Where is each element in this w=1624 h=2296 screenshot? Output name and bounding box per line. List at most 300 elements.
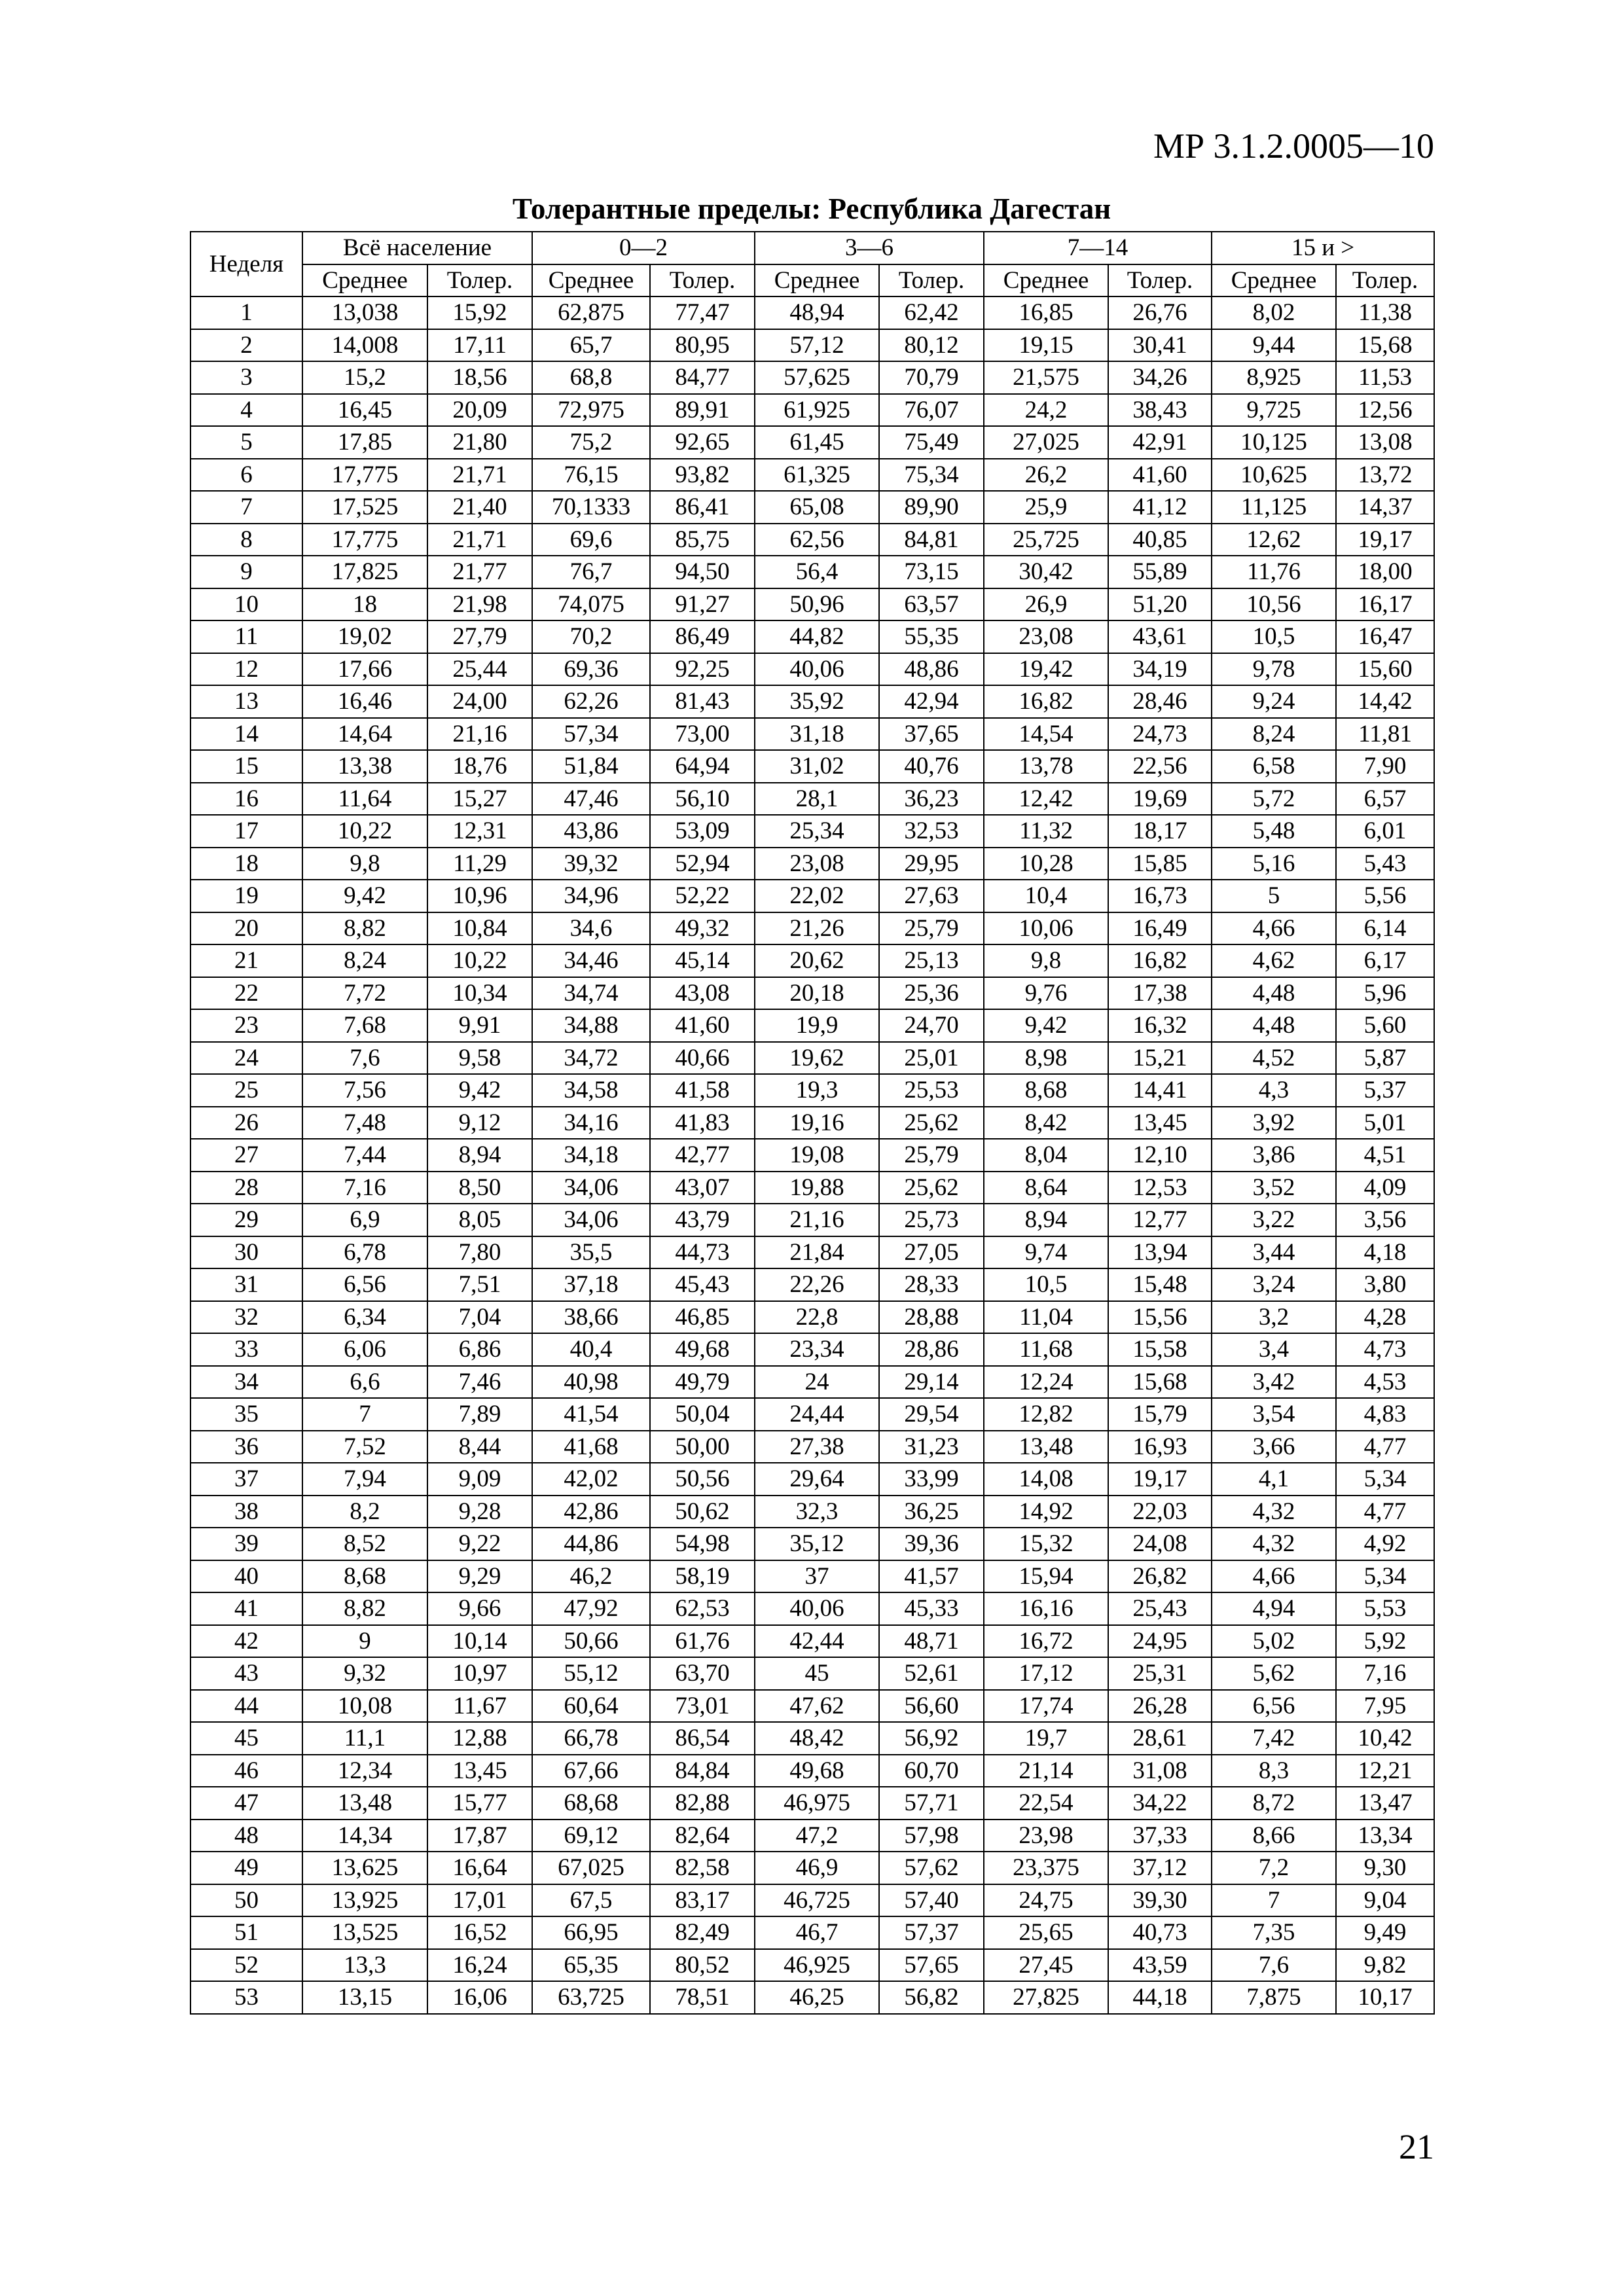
week-cell: 3 [190, 361, 302, 394]
tolerance-cell: 5,01 [1336, 1107, 1434, 1139]
tolerance-cell: 27,79 [427, 620, 532, 653]
tolerance-cell: 26,76 [1108, 296, 1212, 329]
tolerance-cell: 10,34 [427, 977, 532, 1010]
table-row [190, 329, 1434, 362]
table-row [190, 977, 1434, 1010]
mean-cell: 10,22 [302, 815, 427, 848]
tolerance-cell: 56,82 [879, 1981, 984, 2014]
mean-cell: 44,86 [532, 1528, 650, 1560]
table-row [190, 1657, 1434, 1690]
mean-cell: 9,42 [984, 1009, 1108, 1042]
tolerance-cell: 17,01 [427, 1884, 532, 1917]
mean-cell: 23,98 [984, 1820, 1108, 1852]
tolerance-cell: 6,14 [1336, 912, 1434, 945]
tolerance-cell: 54,98 [650, 1528, 755, 1560]
tolerance-cell: 89,91 [650, 394, 755, 427]
table-row [190, 848, 1434, 880]
tolerance-cell: 62,42 [879, 296, 984, 329]
tolerance-cell: 7,16 [1336, 1657, 1434, 1690]
mean-cell: 25,725 [984, 524, 1108, 556]
tolerance-cell: 25,01 [879, 1042, 984, 1075]
tolerance-cell: 18,76 [427, 750, 532, 783]
tolerance-cell: 57,37 [879, 1916, 984, 1949]
tolerance-cell: 6,86 [427, 1333, 532, 1366]
tolerance-cell: 13,47 [1336, 1787, 1434, 1820]
mean-cell: 34,96 [532, 880, 650, 912]
week-cell: 43 [190, 1657, 302, 1690]
tolerance-cell: 82,58 [650, 1852, 755, 1884]
tolerance-cell: 86,41 [650, 491, 755, 524]
tolerance-cell: 44,73 [650, 1236, 755, 1269]
mean-cell: 19,42 [984, 653, 1108, 686]
tolerance-cell: 92,65 [650, 426, 755, 459]
tolerance-cell: 80,95 [650, 329, 755, 362]
tolerance-cell: 45,43 [650, 1268, 755, 1301]
table-row [190, 1236, 1434, 1269]
table-row [190, 1592, 1434, 1625]
mean-cell: 26,2 [984, 459, 1108, 492]
tolerance-cell: 36,25 [879, 1496, 984, 1528]
tolerance-cell: 41,60 [1108, 459, 1212, 492]
table-row [190, 1172, 1434, 1204]
tolerance-cell: 21,71 [427, 524, 532, 556]
tolerance-cell: 25,43 [1108, 1592, 1212, 1625]
week-cell: 26 [190, 1107, 302, 1139]
mean-cell: 49,68 [755, 1755, 879, 1787]
mean-cell: 15,94 [984, 1560, 1108, 1593]
table-row [190, 1496, 1434, 1528]
mean-cell: 70,1333 [532, 491, 650, 524]
mean-cell: 57,625 [755, 361, 879, 394]
mean-cell: 40,06 [755, 1592, 879, 1625]
mean-cell: 34,88 [532, 1009, 650, 1042]
tolerance-cell: 50,04 [650, 1398, 755, 1431]
mean-cell: 17,825 [302, 556, 427, 588]
tolerance-cell: 25,73 [879, 1204, 984, 1236]
week-cell: 2 [190, 329, 302, 362]
tolerance-cell: 9,58 [427, 1042, 532, 1075]
tolerance-cell: 82,88 [650, 1787, 755, 1820]
tolerance-cell: 12,77 [1108, 1204, 1212, 1236]
table-title: Толерантные пределы: Республика Дагестан [512, 192, 1111, 225]
mean-cell: 35,12 [755, 1528, 879, 1560]
tolerance-cell: 73,15 [879, 556, 984, 588]
mean-cell: 43,86 [532, 815, 650, 848]
tolerance-cell: 43,07 [650, 1172, 755, 1204]
tolerance-cell: 50,00 [650, 1431, 755, 1463]
table-row [190, 296, 1434, 329]
week-cell: 1 [190, 296, 302, 329]
tolerance-cell: 8,94 [427, 1139, 532, 1172]
mean-cell: 66,78 [532, 1722, 650, 1755]
mean-cell: 22,26 [755, 1268, 879, 1301]
mean-cell: 25,9 [984, 491, 1108, 524]
mean-cell: 16,16 [984, 1592, 1108, 1625]
tolerance-cell: 18,00 [1336, 556, 1434, 588]
mean-cell: 8,24 [1212, 718, 1336, 751]
tolerance-cell: 8,44 [427, 1431, 532, 1463]
mean-cell: 22,02 [755, 880, 879, 912]
tolerance-cell: 9,82 [1336, 1949, 1434, 1982]
tolerance-cell: 5,60 [1336, 1009, 1434, 1042]
tolerance-cell: 21,40 [427, 491, 532, 524]
mean-cell: 4,1 [1212, 1463, 1336, 1496]
mean-cell: 63,725 [532, 1981, 650, 2014]
mean-cell: 19,15 [984, 329, 1108, 362]
tolerance-cell: 17,38 [1108, 977, 1212, 1010]
table-row [190, 944, 1434, 977]
mean-cell: 4,52 [1212, 1042, 1336, 1075]
table-row [190, 1884, 1434, 1917]
table-row [190, 1107, 1434, 1139]
table-row [190, 556, 1434, 588]
tolerance-cell: 25,53 [879, 1074, 984, 1107]
week-cell: 44 [190, 1690, 302, 1723]
tolerance-cell: 15,77 [427, 1787, 532, 1820]
tolerance-cell: 8,05 [427, 1204, 532, 1236]
mean-cell: 3,86 [1212, 1139, 1336, 1172]
week-cell: 34 [190, 1366, 302, 1399]
tolerance-cell: 16,52 [427, 1916, 532, 1949]
tolerance-cell: 9,28 [427, 1496, 532, 1528]
tolerance-cell: 7,95 [1336, 1690, 1434, 1723]
table-row [190, 1268, 1434, 1301]
mean-cell: 4,48 [1212, 1009, 1336, 1042]
mean-cell: 20,18 [755, 977, 879, 1010]
tolerance-cell: 3,80 [1336, 1268, 1434, 1301]
mean-cell: 23,08 [755, 848, 879, 880]
mean-cell: 50,96 [755, 588, 879, 621]
week-cell: 8 [190, 524, 302, 556]
tolerance-cell: 14,37 [1336, 491, 1434, 524]
mean-cell: 17,12 [984, 1657, 1108, 1690]
mean-cell: 13,3 [302, 1949, 427, 1982]
tolerance-cell: 7,80 [427, 1236, 532, 1269]
mean-cell: 19,3 [755, 1074, 879, 1107]
mean-cell: 44,82 [755, 620, 879, 653]
sub-header-mean: Среднее [532, 264, 650, 297]
tolerance-cell: 55,35 [879, 620, 984, 653]
mean-cell: 19,16 [755, 1107, 879, 1139]
tolerance-cell: 34,19 [1108, 653, 1212, 686]
tolerance-cell: 58,19 [650, 1560, 755, 1593]
mean-cell: 8,82 [302, 912, 427, 945]
tolerance-cell: 14,41 [1108, 1074, 1212, 1107]
mean-cell: 45 [755, 1657, 879, 1690]
tolerance-cell: 5,96 [1336, 977, 1434, 1010]
tolerance-cell: 29,95 [879, 848, 984, 880]
mean-cell: 34,06 [532, 1204, 650, 1236]
table-row [190, 1042, 1434, 1075]
week-cell: 42 [190, 1625, 302, 1658]
week-cell: 33 [190, 1333, 302, 1366]
tolerance-cell: 14,42 [1336, 685, 1434, 718]
mean-cell: 9,44 [1212, 329, 1336, 362]
table-row [190, 491, 1434, 524]
mean-cell: 15,32 [984, 1528, 1108, 1560]
table-row [190, 1722, 1434, 1755]
tolerance-cell: 9,09 [427, 1463, 532, 1496]
tolerance-limits-table [190, 231, 1435, 2015]
tolerance-cell: 42,91 [1108, 426, 1212, 459]
tolerance-cell: 24,08 [1108, 1528, 1212, 1560]
mean-cell: 9,8 [984, 944, 1108, 977]
tolerance-cell: 76,07 [879, 394, 984, 427]
tolerance-cell: 21,16 [427, 718, 532, 751]
tolerance-cell: 20,09 [427, 394, 532, 427]
mean-cell: 4,32 [1212, 1528, 1336, 1560]
tolerance-cell: 18,56 [427, 361, 532, 394]
mean-cell: 8,68 [984, 1074, 1108, 1107]
mean-cell: 68,8 [532, 361, 650, 394]
tolerance-cell: 4,92 [1336, 1528, 1434, 1560]
table-row [190, 361, 1434, 394]
tolerance-cell: 73,00 [650, 718, 755, 751]
table-row [190, 1820, 1434, 1852]
sub-header-tol: Толер. [427, 264, 532, 297]
week-cell: 15 [190, 750, 302, 783]
tolerance-cell: 60,70 [879, 1755, 984, 1787]
mean-cell: 12,62 [1212, 524, 1336, 556]
tolerance-cell: 12,21 [1336, 1755, 1434, 1787]
mean-cell: 8,68 [302, 1560, 427, 1593]
tolerance-cell: 5,34 [1336, 1560, 1434, 1593]
tolerance-cell: 57,98 [879, 1820, 984, 1852]
mean-cell: 6,56 [1212, 1690, 1336, 1723]
mean-cell: 7,2 [1212, 1852, 1336, 1884]
tolerance-cell: 29,54 [879, 1398, 984, 1431]
tolerance-cell: 22,56 [1108, 750, 1212, 783]
tolerance-cell: 18,17 [1108, 815, 1212, 848]
mean-cell: 57,12 [755, 329, 879, 362]
week-cell: 39 [190, 1528, 302, 1560]
mean-cell: 67,5 [532, 1884, 650, 1917]
tolerance-cell: 49,79 [650, 1366, 755, 1399]
mean-cell: 24,75 [984, 1884, 1108, 1917]
tolerance-cell: 84,77 [650, 361, 755, 394]
mean-cell: 13,038 [302, 296, 427, 329]
tolerance-cell: 25,62 [879, 1107, 984, 1139]
mean-cell: 12,82 [984, 1398, 1108, 1431]
sub-header-mean: Среднее [302, 264, 427, 297]
tolerance-cell: 50,56 [650, 1463, 755, 1496]
tolerance-cell: 84,84 [650, 1755, 755, 1787]
mean-cell: 48,42 [755, 1722, 879, 1755]
mean-cell: 34,46 [532, 944, 650, 977]
week-cell: 19 [190, 880, 302, 912]
mean-cell: 19,02 [302, 620, 427, 653]
mean-cell: 21,14 [984, 1755, 1108, 1787]
tolerance-cell: 28,33 [879, 1268, 984, 1301]
tolerance-cell: 53,09 [650, 815, 755, 848]
tolerance-cell: 56,92 [879, 1722, 984, 1755]
tolerance-cell: 4,77 [1336, 1431, 1434, 1463]
tolerance-cell: 63,57 [879, 588, 984, 621]
tolerance-cell: 13,72 [1336, 459, 1434, 492]
tolerance-cell: 9,49 [1336, 1916, 1434, 1949]
mean-cell: 26,9 [984, 588, 1108, 621]
mean-cell: 3,52 [1212, 1172, 1336, 1204]
mean-cell: 4,66 [1212, 1560, 1336, 1593]
mean-cell: 11,125 [1212, 491, 1336, 524]
tolerance-cell: 70,79 [879, 361, 984, 394]
tolerance-cell: 36,23 [879, 783, 984, 816]
mean-cell: 18 [302, 588, 427, 621]
mean-cell: 8,2 [302, 1496, 427, 1528]
mean-cell: 7,42 [1212, 1722, 1336, 1755]
mean-cell: 14,08 [984, 1463, 1108, 1496]
mean-cell: 55,12 [532, 1657, 650, 1690]
tolerance-cell: 41,12 [1108, 491, 1212, 524]
tolerance-cell: 82,64 [650, 1820, 755, 1852]
tolerance-cell: 91,27 [650, 588, 755, 621]
mean-cell: 5,72 [1212, 783, 1336, 816]
tolerance-cell: 16,82 [1108, 944, 1212, 977]
group-header-3-6: 3—6 [755, 232, 984, 264]
table-row [190, 1625, 1434, 1658]
tolerance-cell: 28,61 [1108, 1722, 1212, 1755]
tolerance-cell: 19,17 [1108, 1463, 1212, 1496]
tolerance-cell: 5,87 [1336, 1042, 1434, 1075]
table-row [190, 588, 1434, 621]
tolerance-cell: 40,85 [1108, 524, 1212, 556]
week-cell: 12 [190, 653, 302, 686]
mean-cell: 62,26 [532, 685, 650, 718]
mean-cell: 12,24 [984, 1366, 1108, 1399]
mean-cell: 6,34 [302, 1301, 427, 1334]
tolerance-cell: 5,34 [1336, 1463, 1434, 1496]
tolerance-cell: 29,14 [879, 1366, 984, 1399]
tolerance-cell: 43,59 [1108, 1949, 1212, 1982]
tolerance-cell: 15,58 [1108, 1333, 1212, 1366]
week-cell: 27 [190, 1139, 302, 1172]
mean-cell: 23,34 [755, 1333, 879, 1366]
week-cell: 17 [190, 815, 302, 848]
week-cell: 6 [190, 459, 302, 492]
table-row [190, 1690, 1434, 1723]
week-cell: 51 [190, 1916, 302, 1949]
tolerance-cell: 16,24 [427, 1949, 532, 1982]
table-row [190, 1139, 1434, 1172]
table-row [190, 815, 1434, 848]
group-header-all: Всё население [302, 232, 532, 264]
mean-cell: 27,025 [984, 426, 1108, 459]
mean-cell: 19,08 [755, 1139, 879, 1172]
mean-cell: 14,008 [302, 329, 427, 362]
tolerance-cell: 43,08 [650, 977, 755, 1010]
mean-cell: 15,2 [302, 361, 427, 394]
mean-cell: 23,375 [984, 1852, 1108, 1884]
mean-cell: 19,88 [755, 1172, 879, 1204]
tolerance-cell: 15,48 [1108, 1268, 1212, 1301]
mean-cell: 22,54 [984, 1787, 1108, 1820]
tolerance-cell: 11,29 [427, 848, 532, 880]
tolerance-cell: 4,09 [1336, 1172, 1434, 1204]
mean-cell: 11,1 [302, 1722, 427, 1755]
tolerance-cell: 15,27 [427, 783, 532, 816]
mean-cell: 40,06 [755, 653, 879, 686]
tolerance-cell: 26,82 [1108, 1560, 1212, 1593]
mean-cell: 3,92 [1212, 1107, 1336, 1139]
mean-cell: 21,26 [755, 912, 879, 945]
mean-cell: 3,24 [1212, 1268, 1336, 1301]
week-cell: 20 [190, 912, 302, 945]
tolerance-cell: 10,22 [427, 944, 532, 977]
table-row [190, 718, 1434, 751]
mean-cell: 7,52 [302, 1431, 427, 1463]
tolerance-cell: 45,33 [879, 1592, 984, 1625]
week-cell: 14 [190, 718, 302, 751]
tolerance-cell: 42,77 [650, 1139, 755, 1172]
tolerance-cell: 17,87 [427, 1820, 532, 1852]
tolerance-cell: 25,13 [879, 944, 984, 977]
mean-cell: 5,16 [1212, 848, 1336, 880]
tolerance-cell: 11,53 [1336, 361, 1434, 394]
tolerance-cell: 15,21 [1108, 1042, 1212, 1075]
mean-cell: 74,075 [532, 588, 650, 621]
mean-cell: 17,525 [302, 491, 427, 524]
tolerance-cell: 44,18 [1108, 1981, 1212, 2014]
mean-cell: 4,3 [1212, 1074, 1336, 1107]
mean-cell: 16,72 [984, 1625, 1108, 1658]
tolerance-cell: 21,71 [427, 459, 532, 492]
tolerance-cell: 9,42 [427, 1074, 532, 1107]
week-cell: 29 [190, 1204, 302, 1236]
mean-cell: 7,6 [302, 1042, 427, 1075]
mean-cell: 41,54 [532, 1398, 650, 1431]
table-row [190, 1431, 1434, 1463]
tolerance-cell: 41,58 [650, 1074, 755, 1107]
sub-header-mean: Среднее [1212, 264, 1336, 297]
mean-cell: 34,58 [532, 1074, 650, 1107]
tolerance-cell: 22,03 [1108, 1496, 1212, 1528]
table-row [190, 1333, 1434, 1366]
tolerance-cell: 34,22 [1108, 1787, 1212, 1820]
tolerance-cell: 43,61 [1108, 620, 1212, 653]
week-cell: 35 [190, 1398, 302, 1431]
tolerance-cell: 39,30 [1108, 1884, 1212, 1917]
tolerance-cell: 37,65 [879, 718, 984, 751]
mean-cell: 37 [755, 1560, 879, 1593]
tolerance-cell: 43,79 [650, 1204, 755, 1236]
week-cell: 38 [190, 1496, 302, 1528]
week-cell: 9 [190, 556, 302, 588]
group-header-15-plus: 15 и > [1212, 232, 1434, 264]
mean-cell: 9 [302, 1625, 427, 1658]
tolerance-cell: 4,77 [1336, 1496, 1434, 1528]
tolerance-cell: 25,79 [879, 912, 984, 945]
tolerance-cell: 10,14 [427, 1625, 532, 1658]
tolerance-cell: 30,41 [1108, 329, 1212, 362]
week-cell: 32 [190, 1301, 302, 1334]
tolerance-cell: 5,53 [1336, 1592, 1434, 1625]
mean-cell: 17,775 [302, 459, 427, 492]
tolerance-cell: 52,61 [879, 1657, 984, 1690]
table-row [190, 1009, 1434, 1042]
mean-cell: 8,64 [984, 1172, 1108, 1204]
mean-cell: 3,4 [1212, 1333, 1336, 1366]
mean-cell: 8,04 [984, 1139, 1108, 1172]
mean-cell: 4,94 [1212, 1592, 1336, 1625]
tolerance-cell: 52,22 [650, 880, 755, 912]
mean-cell: 61,925 [755, 394, 879, 427]
mean-cell: 7,72 [302, 977, 427, 1010]
tolerance-cell: 25,62 [879, 1172, 984, 1204]
week-cell: 13 [190, 685, 302, 718]
mean-cell: 24 [755, 1366, 879, 1399]
mean-cell: 9,78 [1212, 653, 1336, 686]
tolerance-cell: 9,66 [427, 1592, 532, 1625]
